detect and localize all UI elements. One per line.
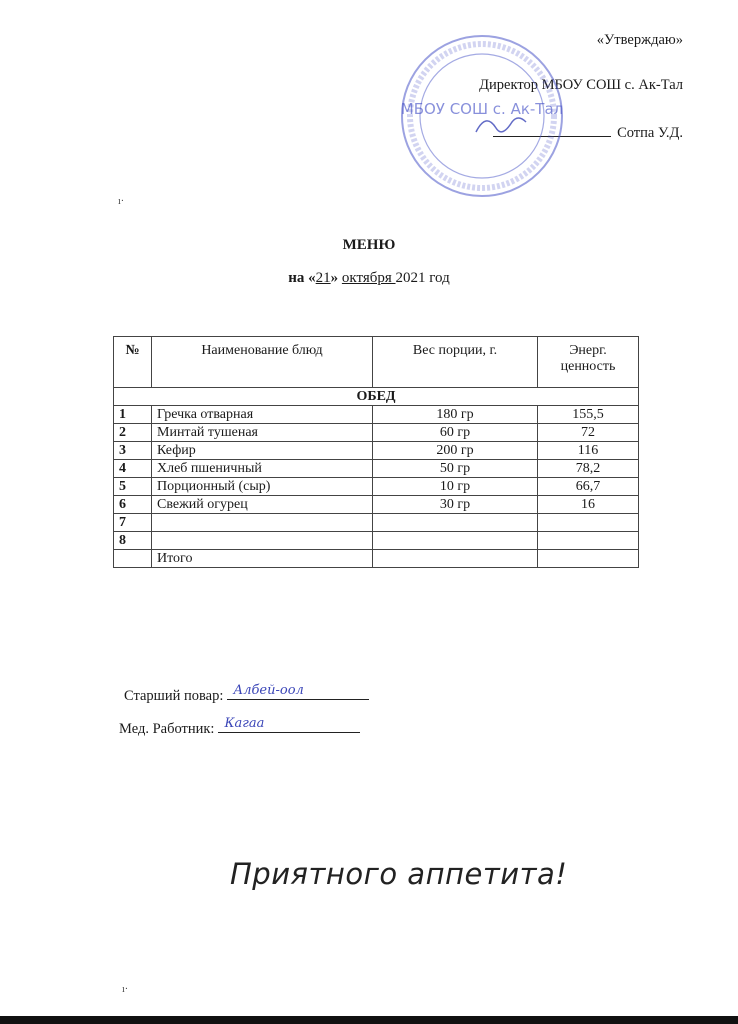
row-num: 6 xyxy=(114,496,152,514)
scan-mark: ı· xyxy=(118,196,125,207)
med-signature-line xyxy=(218,717,360,733)
total-label: Итого xyxy=(152,550,373,568)
row-num: 2 xyxy=(114,424,152,442)
row-name: Минтай тушеная xyxy=(152,424,373,442)
row-energy: 16 xyxy=(538,496,639,514)
row-weight: 200 гр xyxy=(373,442,538,460)
header-name: Наименование блюд xyxy=(152,337,373,388)
date-mid: » xyxy=(330,270,342,286)
cook-signature: Албей-оол xyxy=(233,683,304,698)
section-row xyxy=(114,388,639,406)
row-num: 1 xyxy=(114,406,152,424)
row-energy: 155,5 xyxy=(538,406,639,424)
row-weight xyxy=(373,532,538,550)
scan-mark: ı· xyxy=(122,984,129,995)
total-weight xyxy=(373,550,538,568)
header-weight: Вес порции, г. xyxy=(373,337,538,388)
row-energy: 72 xyxy=(538,424,639,442)
cook-signature-block xyxy=(124,684,369,705)
cook-signature-line xyxy=(227,684,369,700)
total-num xyxy=(114,550,152,568)
approval-position: Директор МБОУ СОШ с. Ак-Тал xyxy=(479,77,683,93)
total-row xyxy=(114,550,639,568)
row-name xyxy=(152,532,373,550)
total-energy xyxy=(538,550,639,568)
table-row xyxy=(114,406,639,424)
official-stamp xyxy=(398,32,566,200)
row-name: Свежий огурец xyxy=(152,496,373,514)
menu-table xyxy=(113,336,639,568)
director-signature xyxy=(476,118,526,132)
section-label: ОБЕД xyxy=(114,388,639,406)
row-weight: 180 гр xyxy=(373,406,538,424)
row-energy: 116 xyxy=(538,442,639,460)
menu-date xyxy=(0,270,738,287)
row-num: 7 xyxy=(114,514,152,532)
date-year: 2021 год xyxy=(395,270,450,286)
date-prefix: на « xyxy=(288,270,316,286)
row-weight: 50 гр xyxy=(373,460,538,478)
row-energy: 66,7 xyxy=(538,478,639,496)
row-name: Порционный (сыр) xyxy=(152,478,373,496)
table-row xyxy=(114,442,639,460)
med-signature-block xyxy=(119,717,360,738)
row-num: 3 xyxy=(114,442,152,460)
row-weight: 10 гр xyxy=(373,478,538,496)
med-label: Мед. Работник: xyxy=(119,721,215,737)
date-day: 21 xyxy=(315,270,331,286)
table-row xyxy=(114,460,639,478)
cook-label: Старший повар: xyxy=(124,688,224,704)
row-name: Хлеб пшеничный xyxy=(152,460,373,478)
table-row xyxy=(114,478,639,496)
row-name: Гречка отварная xyxy=(152,406,373,424)
page-title: МЕНЮ xyxy=(342,237,396,253)
table-row xyxy=(114,496,639,514)
row-name: Кефир xyxy=(152,442,373,460)
row-energy xyxy=(538,532,639,550)
row-num: 5 xyxy=(114,478,152,496)
row-name xyxy=(152,514,373,532)
header-num: № xyxy=(114,337,152,388)
row-weight: 60 гр xyxy=(373,424,538,442)
row-num: 4 xyxy=(114,460,152,478)
row-num: 8 xyxy=(114,532,152,550)
table-row xyxy=(114,514,639,532)
table-row xyxy=(114,532,639,550)
row-energy: 78,2 xyxy=(538,460,639,478)
date-month: октября xyxy=(341,270,396,286)
row-weight: 30 гр xyxy=(373,496,538,514)
approval-heading: «Утверждаю» xyxy=(596,32,683,48)
table-header xyxy=(114,337,639,388)
signer-name: Сотпа У.Д. xyxy=(617,125,683,141)
closing-wish: Приятного аппетита! xyxy=(230,857,568,891)
row-weight xyxy=(373,514,538,532)
stamp-text: МБОУ СОШ с. Ак-Тал xyxy=(400,100,564,118)
med-signature: Кагаа xyxy=(224,716,265,731)
table-row xyxy=(114,424,639,442)
row-energy xyxy=(538,514,639,532)
header-energy: Энерг. ценность xyxy=(538,337,639,388)
scan-edge xyxy=(0,1016,738,1024)
